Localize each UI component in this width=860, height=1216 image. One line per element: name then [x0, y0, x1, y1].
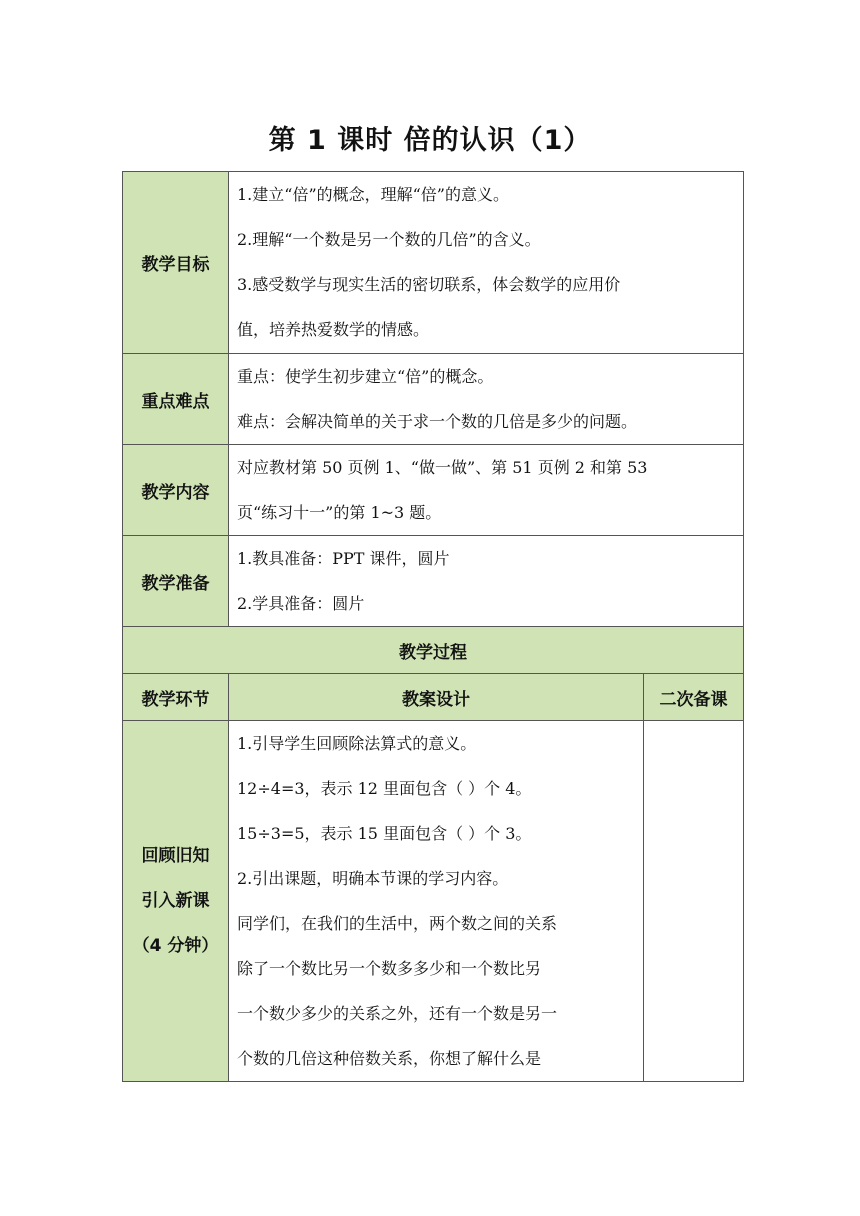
- content-label: 教学内容: [123, 445, 229, 536]
- review-section-content: [229, 721, 644, 1082]
- stage-label-line: 引入新课: [141, 890, 210, 911]
- column-header-review: 二次备课: [644, 674, 744, 721]
- review-section-row: [123, 721, 744, 1082]
- key-points-content: [229, 354, 744, 445]
- design-line: 一个数少多少的关系之外，还有一个数是另一: [237, 1004, 558, 1023]
- process-heading: 教学过程: [123, 627, 744, 674]
- review-notes-cell: [644, 721, 744, 1082]
- process-heading-row: [123, 627, 744, 674]
- preparation-label: 教学准备: [123, 536, 229, 627]
- design-line: 个数的几倍这种倍数关系，你想了解什么是: [237, 1049, 542, 1068]
- preparation-row: [123, 536, 744, 627]
- key-point-line: 重点：使学生初步建立“倍”的概念。: [237, 367, 494, 386]
- stage-label-line: （4 分钟）: [132, 935, 219, 956]
- column-header-design: 教案设计: [229, 674, 644, 721]
- design-line: 12÷4=3，表示 12 里面包含（ ）个 4。: [237, 779, 532, 798]
- content-row: [123, 445, 744, 536]
- column-header-stage: 教学环节: [123, 674, 229, 721]
- stage-label-line: 回顾旧知: [141, 845, 210, 866]
- objective-line: 1.建立“倍”的概念，理解“倍”的意义。: [237, 185, 509, 204]
- preparation-line: 2.学具准备：圆片: [237, 594, 365, 613]
- preparation-line: 1.教具准备：PPT 课件，圆片: [237, 549, 450, 568]
- design-line: 1.引导学生回顾除法算式的意义。: [237, 734, 477, 753]
- design-line: 15÷3=5，表示 15 里面包含（ ）个 3。: [237, 824, 532, 843]
- page-title: 第 1 课时 倍的认识（1）: [268, 125, 592, 156]
- content-content: [229, 445, 744, 536]
- design-line: 同学们，在我们的生活中，两个数之间的关系: [237, 914, 558, 933]
- objective-line: 值，培养热爱数学的情感。: [237, 320, 430, 339]
- key-point-line: 难点：会解决简单的关于求一个数的几倍是多少的问题。: [237, 412, 638, 431]
- objective-line: 3.感受数学与现实生活的密切联系，体会数学的应用价: [237, 275, 621, 294]
- key-points-row: [123, 354, 744, 445]
- content-line: 页“练习十一”的第 1~3 题。: [237, 503, 442, 522]
- design-line: 除了一个数比另一个数多多少和一个数比另: [237, 959, 542, 978]
- preparation-content: [229, 536, 744, 627]
- objective-line: 2.理解“一个数是另一个数的几倍”的含义。: [237, 230, 541, 249]
- key-points-label: 重点难点: [123, 354, 229, 445]
- objectives-content: [229, 172, 744, 354]
- content-line: 对应教材第 50 页例 1、“做一做”、第 51 页例 2 和第 53: [237, 458, 648, 477]
- review-section-label: [123, 721, 229, 1082]
- objectives-label: 教学目标: [123, 172, 229, 354]
- lesson-plan-table: [122, 171, 744, 1082]
- column-header-row: [123, 674, 744, 721]
- objectives-row: [123, 172, 744, 354]
- design-line: 2.引出课题，明确本节课的学习内容。: [237, 869, 509, 888]
